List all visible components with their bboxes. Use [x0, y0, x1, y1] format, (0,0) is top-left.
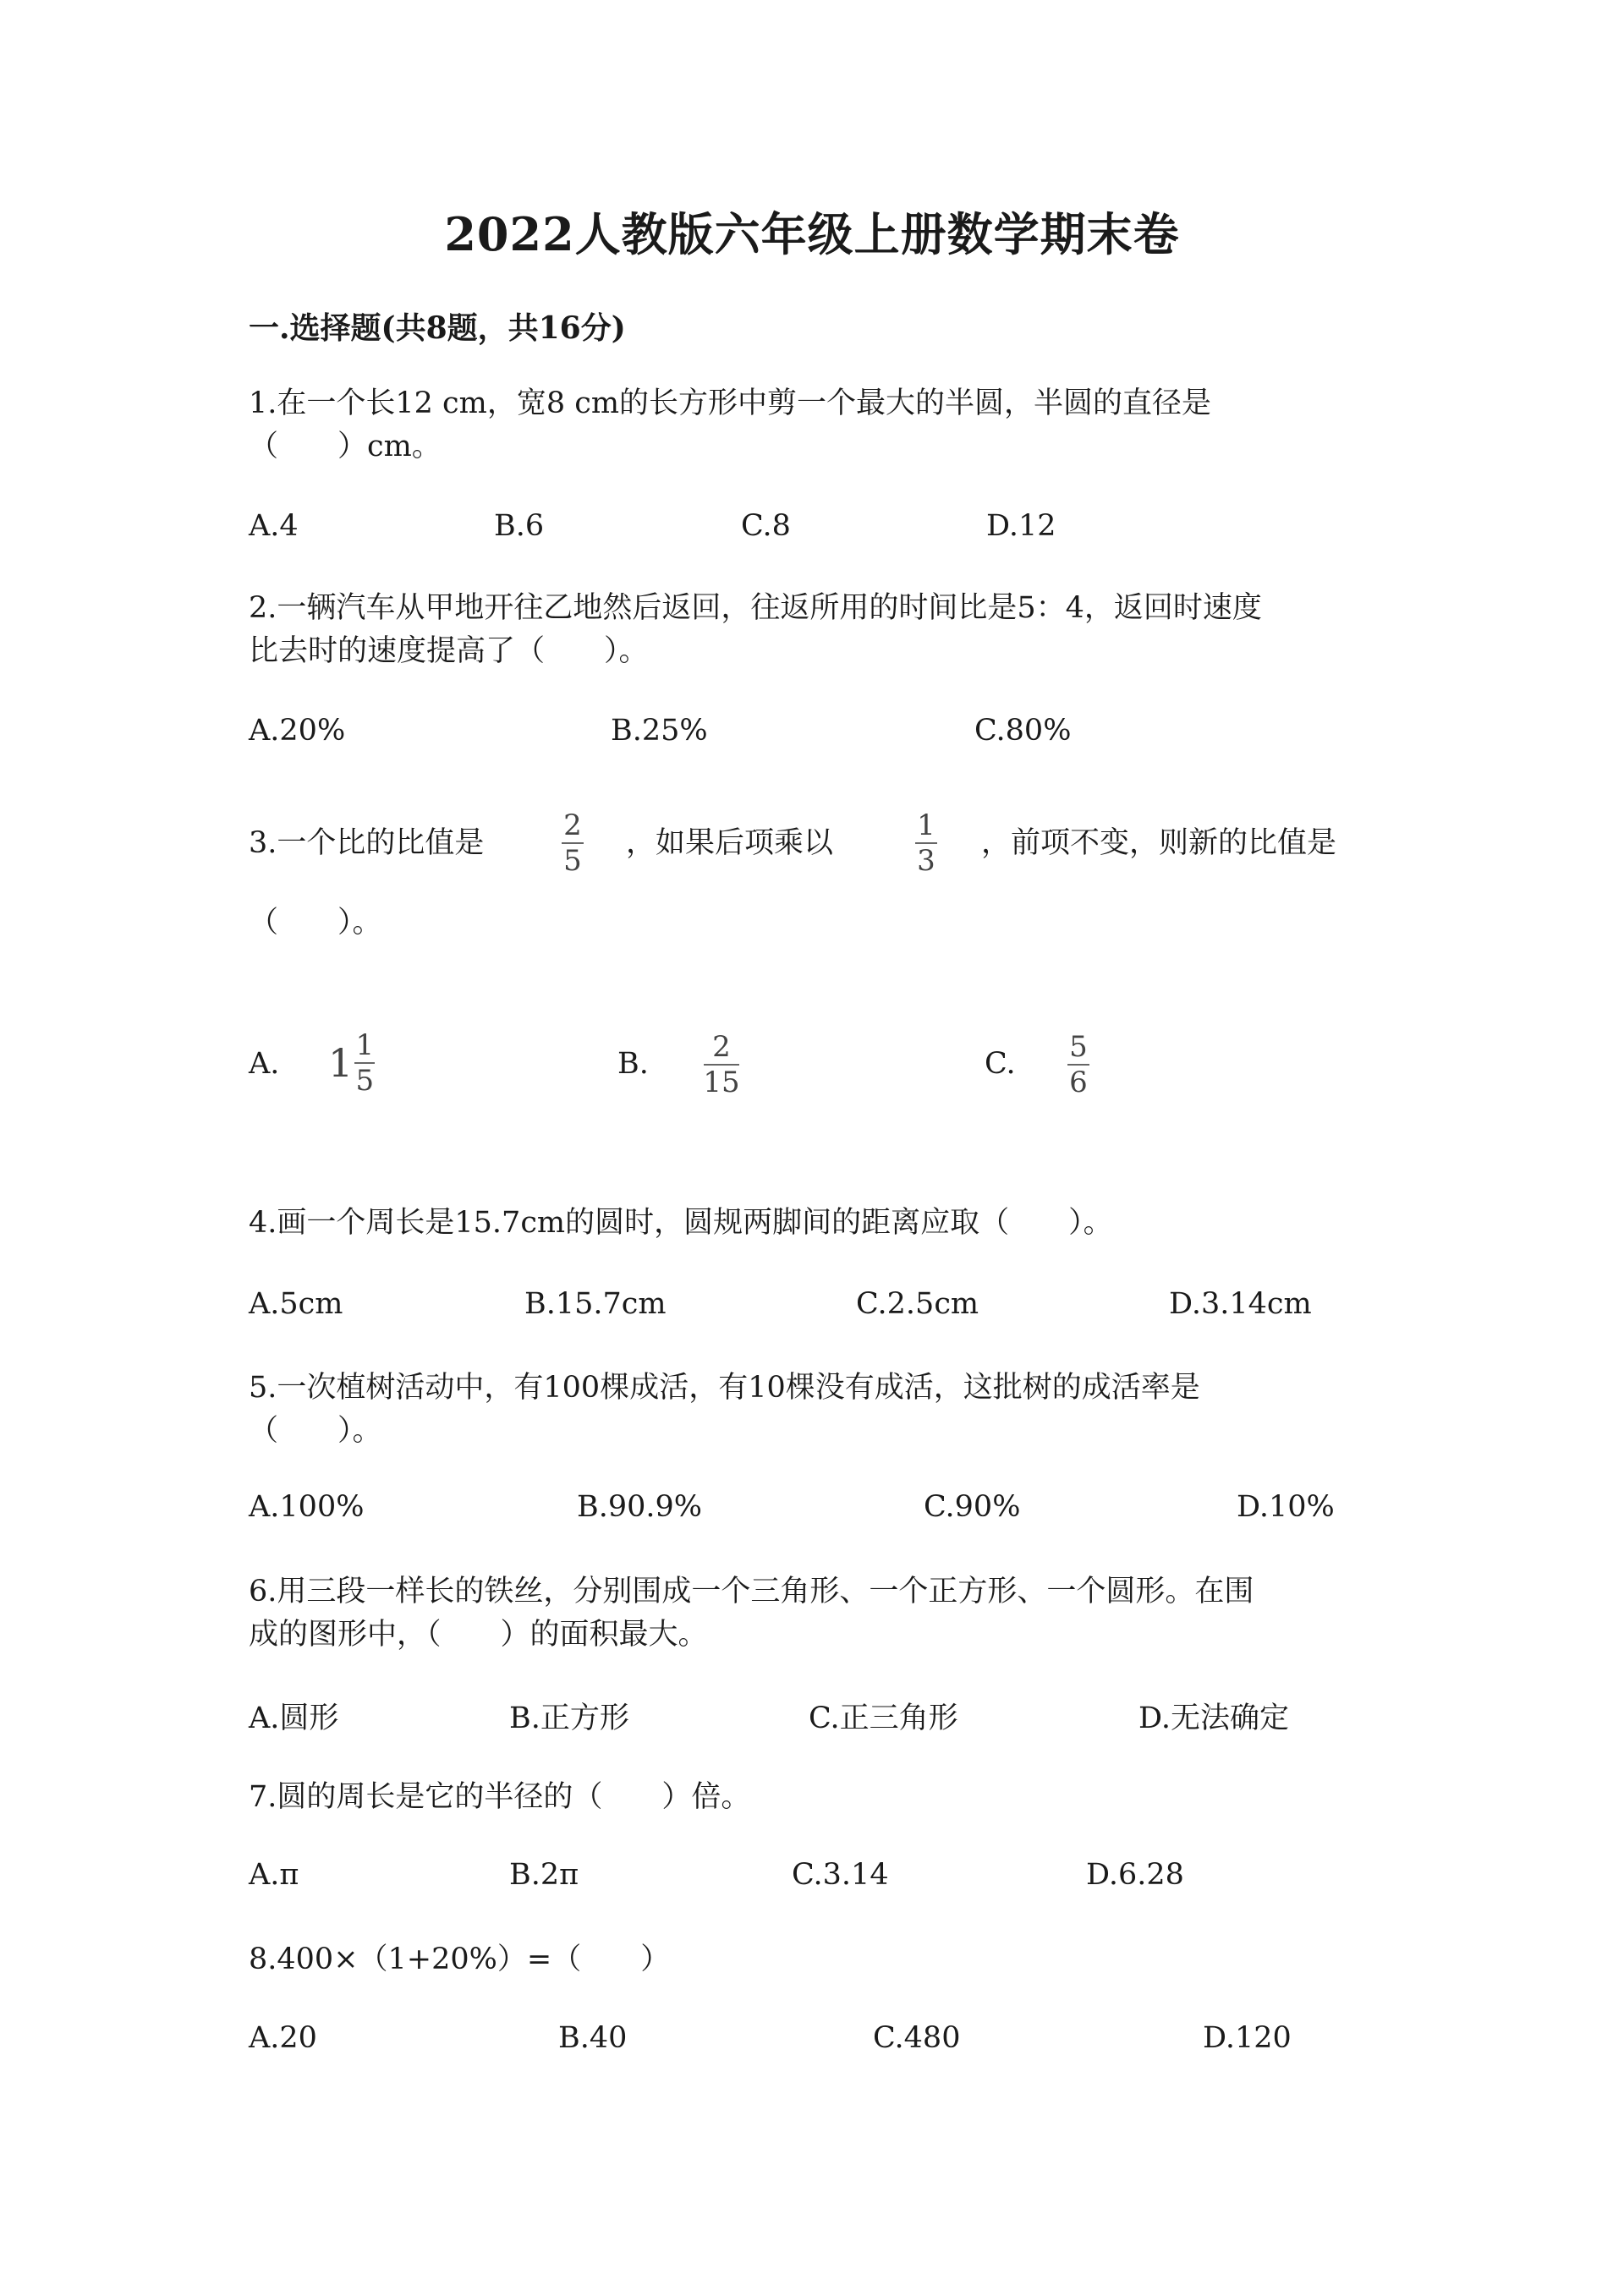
q5-option-c: C.90% [924, 1490, 1021, 1524]
fraction-numerator: 1 [917, 808, 935, 842]
q7-option-d: D.6.28 [1086, 1858, 1184, 1892]
question-6-line-1: 6.用三段一样长的铁丝，分别围成一个三角形、一个正方形、一个圆形。在围 [249, 1575, 1254, 1608]
q6-option-d: D.无法确定 [1138, 1701, 1289, 1735]
q2-option-b: B.25% [611, 714, 708, 748]
fraction-numerator: 1 [355, 1028, 375, 1062]
fraction-numerator: 2 [712, 1030, 731, 1064]
question-2-line-2: 比去时的速度提高了（ ）。 [249, 634, 649, 668]
q1-option-a: A.4 [249, 509, 299, 543]
fraction-denominator: 6 [1069, 1066, 1088, 1099]
fraction-numerator: 2 [563, 808, 582, 842]
q1-option-c: C.8 [741, 509, 791, 543]
fraction-numerator: 5 [1069, 1030, 1088, 1064]
question-6-line-2: 成的图形中，（ ）的面积最大。 [249, 1618, 708, 1652]
q6-option-b: B.正方形 [509, 1701, 629, 1735]
fraction-denominator: 5 [563, 844, 582, 878]
q6-option-a: A.圆形 [249, 1701, 339, 1735]
fraction-denominator: 5 [355, 1064, 375, 1098]
q3-option-b-fraction [704, 1032, 739, 1098]
question-5-line-2: （ ）。 [249, 1414, 382, 1448]
q5-option-d: D.10% [1237, 1490, 1335, 1524]
question-3-line-2: （ ）。 [249, 906, 382, 940]
question-5-line-1: 5.一次植树活动中，有100棵成活，有10棵没有成活，这批树的成活率是 [249, 1371, 1200, 1405]
q4-option-d: D.3.14cm [1169, 1287, 1312, 1321]
question-2-line-1: 2.一辆汽车从甲地开往乙地然后返回，往返所用的时间比是5：4，返回时速度 [249, 591, 1262, 625]
q3-option-a-label: A. [249, 1047, 280, 1081]
question-7-line-1: 7.圆的周长是它的半径的（ ）倍。 [249, 1780, 751, 1814]
mixed-whole-part: 1 [328, 1040, 354, 1086]
q7-option-a: A.π [249, 1858, 299, 1892]
q1-option-b: B.6 [494, 509, 545, 543]
q6-option-c: C.正三角形 [809, 1701, 958, 1735]
q8-option-d: D.120 [1203, 2021, 1292, 2055]
question-4-line-1: 4.画一个周长是15.7cm的圆时，圆规两脚间的距离应取（ ）。 [249, 1206, 1113, 1240]
fraction-denominator: 15 [703, 1066, 740, 1099]
question-8-line-1: 8.400×（1+20%）=（ ） [249, 1943, 671, 1976]
q8-option-a: A.20 [249, 2021, 317, 2055]
q5-option-a: A.100% [249, 1490, 365, 1524]
q5-option-b: B.90.9% [577, 1490, 703, 1524]
q1-option-d: D.12 [986, 509, 1056, 543]
section-heading: 一.选择题(共8题，共16分) [249, 310, 626, 346]
question-3-part-2: ，如果后项乘以 [626, 826, 834, 860]
q7-option-c: C.3.14 [792, 1858, 889, 1892]
q7-option-b: B.2π [509, 1858, 579, 1892]
q4-option-a: A.5cm [249, 1287, 343, 1321]
mixed-fraction-part [354, 1030, 375, 1096]
q3-option-c-label: C. [985, 1047, 1016, 1081]
q3-option-c-fraction [1067, 1032, 1089, 1098]
q3-option-a-mixed-number [328, 1030, 375, 1096]
q3-fraction-two-fifths [562, 810, 584, 876]
q3-fraction-one-third [915, 810, 937, 876]
question-1-line-2: （ ）cm。 [249, 430, 442, 463]
q2-option-a: A.20% [249, 714, 346, 748]
q3-option-b-label: B. [617, 1047, 649, 1081]
question-1-line-1: 1.在一个长12 cm，宽8 cm的长方形中剪一个最大的半圆，半圆的直径是 [249, 386, 1212, 420]
question-3-part-3: ，前项不变，则新的比值是 [981, 826, 1337, 860]
q4-option-b: B.15.7cm [524, 1287, 667, 1321]
q8-option-c: C.480 [873, 2021, 961, 2055]
q8-option-b: B.40 [558, 2021, 628, 2055]
q2-option-c: C.80% [974, 714, 1072, 748]
question-3-part-1: 3.一个比的比值是 [249, 826, 485, 860]
q4-option-c: C.2.5cm [856, 1287, 979, 1321]
page-title: 2022人教版六年级上册数学期末卷 [444, 207, 1180, 261]
fraction-denominator: 3 [917, 844, 935, 878]
